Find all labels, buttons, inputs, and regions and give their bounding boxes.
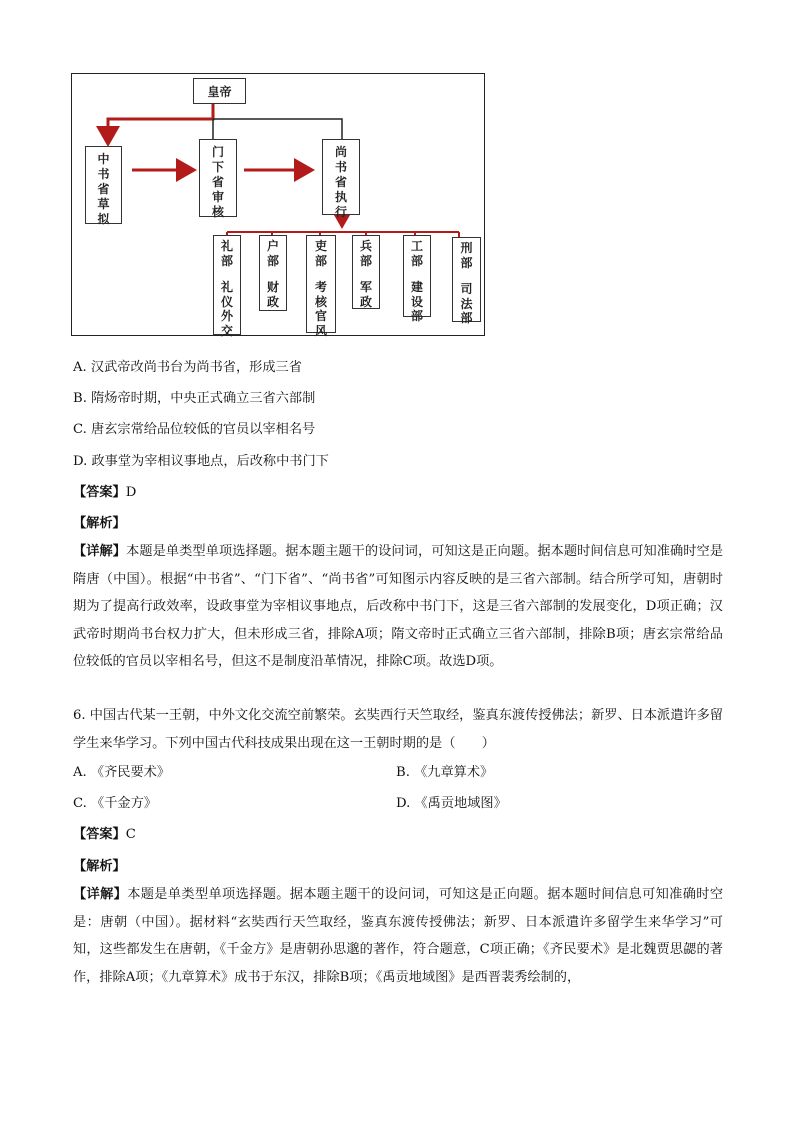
q6-analysis-tag: 【解析】: [73, 859, 126, 874]
answer-value: C: [125, 827, 136, 842]
department-duty: 司法部: [460, 282, 473, 325]
department-duty: 军政: [359, 280, 372, 309]
department-xing: [452, 237, 481, 325]
shangshu-label: 尚书省执行: [334, 145, 347, 219]
q5-option-c: C. 唐玄宗常给品位较低的官员以宰相名号: [73, 422, 316, 437]
department-name: 礼部: [220, 239, 233, 268]
detail-tag: 【详解】: [73, 544, 127, 559]
q5-option-d: D. 政事堂为宰相议事地点，后改称中书门下: [73, 454, 329, 469]
menxia-label: 门下省审核: [211, 145, 224, 219]
q6-answer: [73, 826, 136, 844]
detail-tag: 【详解】: [73, 887, 128, 902]
department-name: 吏部: [314, 239, 327, 268]
menxia-box: [199, 139, 237, 217]
zhongshu-label: 中书省草拟: [97, 152, 110, 226]
arrow-emperor-to-zhongshu: [108, 104, 213, 144]
department-duty: 财政: [266, 280, 279, 309]
q5-option-a: A. 汉武帝改尚书台为尚书省，形成三省: [73, 360, 302, 375]
q6-option-b: B. 《九章算术》: [396, 765, 494, 780]
q6-option-d: D. 《禹贡地域图》: [396, 796, 507, 811]
emperor-box: [193, 78, 246, 104]
q6-stem: 6. 中国古代某一王朝，中外文化交流空前繁荣。玄奘西行天竺取经，鉴真东渡传授佛法；新罗、日本派遣许多留学生来华学习。下列中国古代科技成果出现在这一王朝时期的是（ ）: [73, 708, 723, 751]
q6-detail: [73, 881, 723, 991]
q6-option-a: A. 《齐民要术》: [73, 765, 171, 780]
department-duty: 考核官风: [314, 280, 327, 338]
department-name: 户部: [266, 239, 279, 268]
emperor-label: 皇帝: [207, 84, 232, 99]
q5-detail: [73, 538, 723, 676]
shangshu-box: [322, 139, 360, 219]
detail-text: 本题是单类型单项选择题。据本题主题干的设问词，可知这是正向题。据本题时间信息可知准确时空是：唐朝（中国）。据材料“玄奘西行天竺取经，鉴真东渡传授佛法；新罗、日本派遣许多留学生来华学习”可知，这些都发生在唐朝，《千金方》是唐朝孙思邈的著作，符合题意，C项正确；《齐民要术》是北魏贾思勰的著作，排除A项；《九章算术》成书于东汉，排除B项；《禹贡地域图》是西晋裴秀绘制的，: [73, 887, 724, 985]
answer-tag: 【答案】: [73, 827, 126, 842]
department-lii: [306, 235, 336, 338]
department-name: 刑部: [460, 241, 473, 270]
zhongshu-box: [85, 146, 122, 224]
q6-option-c: C. 《千金方》: [73, 796, 157, 811]
answer-value: D: [125, 485, 137, 500]
department-name: 工部: [410, 239, 423, 268]
detail-text: 本题是单类型单项选择题。据本题主题干的设问词，可知这是正向题。据本题时间信息可知准确时空是隋唐（中国）。根据“中书省”、“门下省”、“尚书省”可知图示内容反映的是三省六部制。结合所学可知，唐朝时期为了提高行政效率，设政事堂为宰相议事地点，后改称中书门下，这是三省六部制的发展变化，D项正确；汉武帝时期尚书台权力扩大，但未形成三省，排除A项；隋文帝时正式确立三省六部制，排除B项；唐玄宗常给品位较低的官员以宰相名号，但这不是制度沿革情况，排除C项。故选D项。: [73, 544, 724, 669]
department-li: [213, 235, 241, 338]
q5-answer: [73, 484, 136, 502]
department-hu: [259, 235, 287, 311]
q5-analysis-tag: 【解析】: [73, 516, 126, 531]
department-duty: 建设部: [410, 280, 423, 323]
q5-option-b: B. 隋炀帝时期，中央正式确立三省六部制: [73, 391, 316, 406]
department-bing: [352, 235, 380, 309]
three-departments-six-ministries-diagram: [71, 73, 485, 336]
department-duty: 礼仪外交: [220, 280, 233, 338]
department-name: 兵部: [359, 239, 372, 268]
answer-tag: 【答案】: [73, 485, 126, 500]
department-gong: [403, 235, 431, 323]
